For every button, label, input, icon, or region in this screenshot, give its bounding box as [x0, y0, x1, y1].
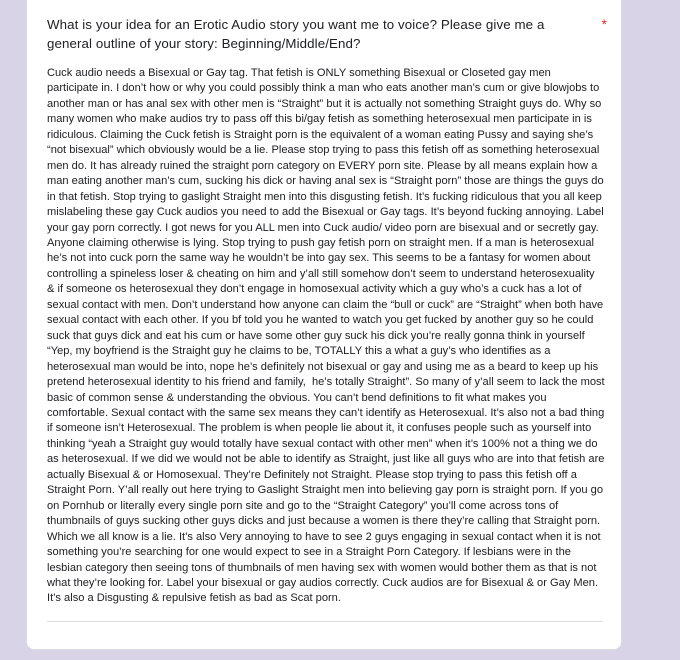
required-asterisk: * — [601, 16, 607, 32]
answer-underline — [47, 621, 603, 622]
question-card — [26, 0, 622, 650]
answer-text[interactable]: Cuck audio needs a Bisexual or Gay tag. That fetish is ONLY something Bisexual or Closeted gay men participate in. I don’t how or why you could possibly think a man who eats another man’s cum or give blowjobs to another man or has anal sex with other men is “Straight” but it is actually not something Straight guys do. Why so many women who make audios try to pass off this bi/gay fetish as something heterosexual men participate in is ridiculous. Claiming the Cuck fetish is Straight porn is the equivalent of a woman eating Pussy and saying she’s “not bisexual” which obviously would be a lie. Please stop trying to pass this fetish off as something heterosexual men do. It has already ruined the straight porn category on EVERY porn site. Please by all means explain how a man eating another man’s cum, sucking his dick or having anal sex is “Straight porn” those are things the guys do in that fetish. Stop trying to gaslight Straight men into this disgusting fetish. It’s fucking ridiculous that you all keep mislabeling these gay Cuck audios you need to add the Bisexual or Gay tags. It’s beyond fucking annoying. Label your gay porn correctly. I got news for you ALL men into Cuck audio/ video porn are bisexual and or secretly gay. Anyone claiming otherwise is lying. Stop trying to push gay fetish porn on straight men. If a man is heterosexual he’s not into cuck porn the same way he wouldn’t be into gay sex. This seems to be a fantasy for women about controlling a spineless loser & cheating on him and y’all still somehow don’t seem to understand heterosexuality & if someone os heterosexual they don’t engage in homosexual activity which a guy who’s a cuck has a lot of sexual contact with men. Don’t understand how anyone can claim the “bull or cuck” are “Straight” when both have sexual contact with each other. If you bf told you he wanted to watch you get fucked by another guy so he could suck that guys dick and eat his cum or have some other guy suck his dick you’re really gonna think in yourself “Yep, my boyfriend is the Straight guy he claims to be, TOTALLY this a what a guy’s who identifies as a heterosexual man would be into, nope he’s definitely not bisexual or gay and using me as a beard to keep up his pretend heterosexual identity to his friend and family, he’s totally Straight”. So many of y’all seem to lack the most basic of common sense & understanding the obvious. You can’t bend definitions to fit what makes you comfortable. Sexual contact with the same sex means they can’t identify as Heterosexual. It’s also not a bad thing if someone isn’t Heterosexual. The problem is when people lie about it, it confuses people such as yourself into thinking “yeah a Straight guy would totally have sexual contact with other men” when it’s 100% not a thing we do as heterosexual. If we did we would not be able to identify as Straight, just like all guys who are into that fetish are actually Bisexual & or Homosexual. They’re Definitely not Straight. Please stop trying to pass this fetish off a Straight Porn. Y’all really out here trying to Gaslight Straight men into believing gay porn is straight porn. If you go on Pornhub or literally every single porn site and go to the “Straight Category” you’ll come across tons of thumbnails of guys sucking other guys dicks and just because a women is there they’re calling that Straight porn. Which we all know is a lie. It’s also Very annoying to have to see 2 guys engaging in sexual contact when it is not something you’re searching for one would expect to see in a Straight Porn Category. If lesbians were in the lesbian category then seeing tons of thumbnails of men having sex with women would bother them as that is not what they’re looking for. Label your bisexual or gay audios correctly. Cuck audios are for Bisexual & or Gay Men. It’s also a Disgusting & repulsive fetish as bad as Scat porn. — [47, 67, 608, 605]
question-title: What is your idea for an Erotic Audio story you want me to voice? Please give me a general outline of your story: Beginning/Middle/End? — [47, 17, 545, 51]
question-header — [47, 15, 607, 53]
